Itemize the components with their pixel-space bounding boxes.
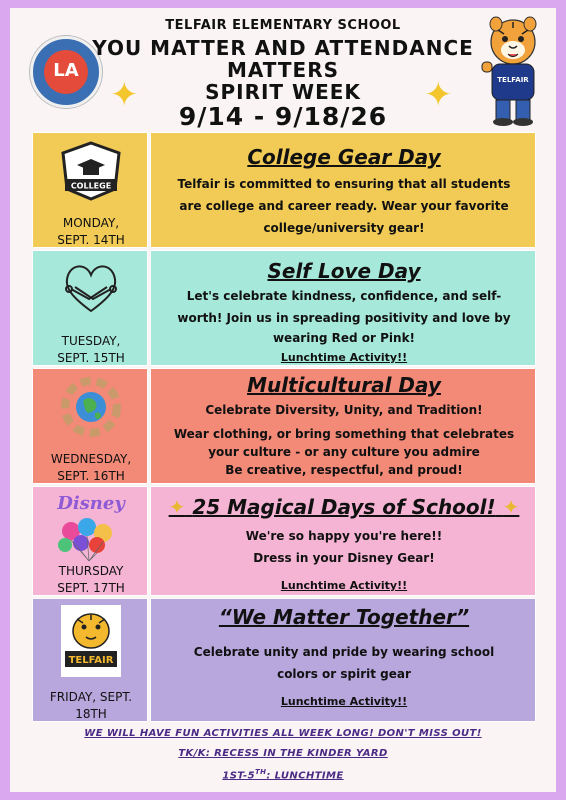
friday-lunch-activity: Lunchtime Activity!!: [280, 695, 408, 708]
day-name: MONDAY,: [62, 216, 120, 230]
day-date: SEPT. 16TH: [57, 469, 125, 483]
sparkle-icon: ✦: [424, 75, 453, 115]
monday-title: College Gear Day: [247, 145, 441, 169]
self-hug-heart-icon: [59, 259, 123, 319]
tuesday-lunch-activity: Lunchtime Activity!!: [280, 351, 408, 364]
thursday-title: ✦ 25 Magical Days of School! ✦: [168, 495, 520, 519]
wednesday-text-line-4: Be creative, respectful, and proud!: [225, 463, 463, 477]
wednesday-content-box: [150, 368, 536, 484]
tuesday-text-line-1: Let's celebrate kindness, confidence, and self-: [186, 289, 502, 303]
thursday-text-line-1: We're so happy you're here!!: [245, 529, 443, 543]
title-line-2: MATTERS: [226, 58, 340, 82]
thursday-row: [32, 486, 536, 596]
tiger-mascot-icon: [478, 12, 548, 128]
telfair-logo-text: TELFAIR: [68, 655, 114, 666]
college-badge-icon: [57, 141, 125, 201]
day-name: TUESDAY,: [61, 334, 121, 348]
sparkle-icon: ✦: [110, 75, 139, 115]
college-badge-label: COLLEGE: [70, 181, 112, 191]
friday-text-line-1: Celebrate unity and pride by wearing school: [193, 645, 495, 659]
wednesday-text-line-2: Wear clothing, or bring something that celebrates: [173, 427, 515, 441]
friday-text-line-2: colors or spirit gear: [277, 667, 411, 681]
footer-line-3: 1ST-5TH: LUNCHTIME: [222, 768, 344, 782]
friday-title: “We Matter Together”: [218, 605, 470, 629]
flyer-page: [10, 8, 556, 792]
thursday-lunch-activity: Lunchtime Activity!!: [280, 579, 408, 592]
wednesday-title: Multicultural Day: [247, 373, 441, 397]
title-line-3: SPIRIT WEEK: [205, 80, 361, 104]
tuesday-text-line-2: worth! Join us in spreading positivity and love by: [177, 311, 511, 325]
tuesday-text-line-3: wearing Red or Pink!: [272, 331, 416, 345]
monday-text-line-1: Telfair is committed to ensuring that all students: [177, 177, 511, 191]
friday-day-box: [32, 598, 148, 722]
thursday-day-box: [32, 486, 148, 596]
wednesday-text-line-3: your culture - or any culture you admire: [208, 445, 480, 459]
sparkle-icon: ✦: [168, 495, 186, 519]
telfair-tiger-logo-icon: [61, 605, 121, 677]
disney-logo-text: Disney: [57, 493, 125, 514]
monday-text-line-2: are college and career ready. Wear your favorite: [179, 199, 509, 213]
school-name: TELFAIR ELEMENTARY SCHOOL: [165, 18, 401, 33]
wednesday-day-box: [32, 368, 148, 484]
event-dates: 9/14 - 9/18/26: [178, 102, 388, 131]
sparkle-icon: ✦: [502, 495, 520, 519]
tuesday-row: [32, 250, 536, 366]
footer-line-1: WE WILL HAVE FUN ACTIVITIES ALL WEEK LONG! DON'T MISS OUT!: [84, 728, 482, 739]
title-line-1: YOU MATTER AND ATTENDANCE: [92, 36, 474, 60]
tuesday-day-box: [32, 250, 148, 366]
disney-balloons-icon: [41, 489, 141, 563]
tuesday-content-box: [150, 250, 536, 366]
thursday-text-line-2: Dress in your Disney Gear!: [253, 551, 435, 565]
tuesday-title: Self Love Day: [267, 259, 421, 283]
day-name: THURSDAY: [58, 564, 124, 578]
day-date: SEPT. 14TH: [57, 233, 125, 247]
wednesday-text-line-1: Celebrate Diversity, Unity, and Tradition!: [205, 403, 483, 417]
wednesday-row: [32, 368, 536, 484]
day-date: SEPT. 15TH: [57, 351, 125, 365]
friday-content-box: [150, 598, 536, 722]
logo-text: LA: [53, 60, 79, 81]
globe-hands-icon: [61, 377, 121, 437]
footer-line-2: TK/K: RECESS IN THE KINDER YARD: [178, 748, 388, 759]
monday-content-box: [150, 132, 536, 248]
monday-text-line-3: college/university gear!: [263, 221, 425, 235]
thursday-content-box: [150, 486, 536, 596]
day-date: 18TH: [75, 707, 107, 721]
monday-day-box: [32, 132, 148, 248]
friday-row: [32, 598, 536, 722]
day-date: SEPT. 17TH: [57, 581, 125, 595]
monday-row: [32, 132, 536, 248]
flyer-header: [10, 8, 556, 131]
day-name: FRIDAY, SEPT.: [49, 690, 133, 704]
day-name: WEDNESDAY,: [50, 452, 132, 466]
tiger-shirt-text: TELFAIR: [497, 76, 529, 84]
